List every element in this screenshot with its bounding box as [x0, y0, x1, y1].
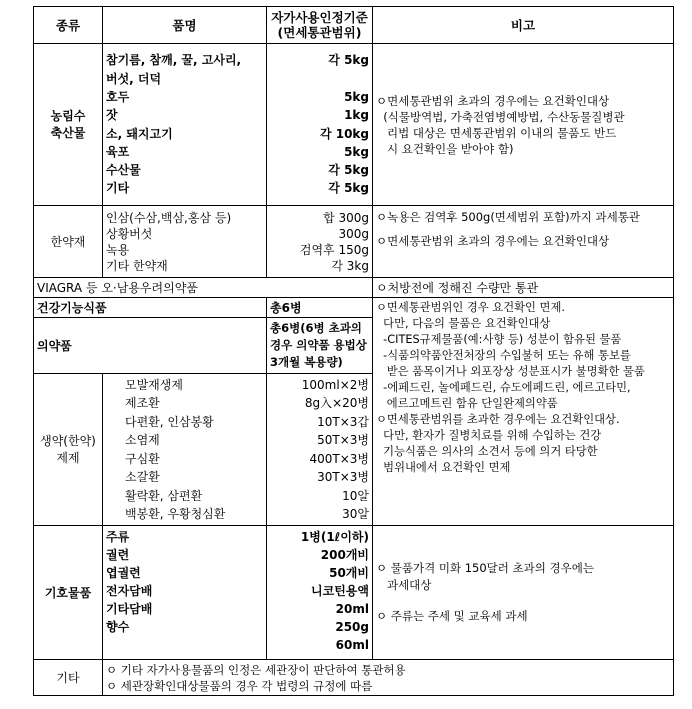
luxury-remark-line: ㅇ 주류는 주세 및 교육세 과세	[376, 609, 528, 623]
etc-line: ㅇ 기타 자가사용물품의 인정은 세관장이 판단하여 통관허용	[106, 662, 406, 677]
etc-line: ㅇ 세관장확인대상물품의 경우 각 법령의 규정에 따름	[106, 678, 373, 693]
luxury-item: 전자담배	[106, 584, 153, 598]
herbal-limit: 검역후 150g	[299, 242, 369, 257]
header-row	[34, 7, 674, 44]
header-limit: 자가사용인정기준 (면세통관범위)	[267, 7, 373, 44]
medicine-remark-line: 에르고메트린 함유 단일완제의약품	[376, 397, 558, 410]
medicine-remark	[373, 298, 674, 526]
agri-limit: 1kg	[344, 108, 369, 123]
luxury-item: 기타담배	[106, 602, 153, 616]
herbal-item: 녹용	[106, 242, 130, 257]
medicine-remark-line: -CITES규제물품(예:사향 등) 성분이 함유된 물품	[376, 333, 622, 346]
luxury-item: 주류	[106, 530, 130, 544]
agri-limit: 5kg	[344, 89, 369, 104]
luxury-limit: 50개비	[329, 566, 369, 580]
viagra-row	[34, 278, 674, 298]
agri-row	[34, 44, 674, 206]
agri-remark	[373, 44, 674, 206]
raw-item: 모발재생제	[125, 377, 183, 392]
luxury-limit: 60ml	[335, 638, 369, 652]
herbal-limit: 각 3kg	[331, 258, 369, 273]
agri-item: 소, 돼지고기	[106, 126, 173, 141]
etc-row	[34, 660, 674, 696]
agri-remark-line: 시 요건확인을 받아야 함)	[376, 141, 514, 156]
raw-item: 소갈환	[125, 470, 160, 484]
agri-limit: 각 10kg	[319, 126, 369, 141]
medicine-remark-line: ㅇ면세통관범위인 경우 요건확인 면제.	[376, 301, 565, 314]
raw-limit: 30알	[342, 507, 369, 521]
etc-lines	[103, 660, 674, 696]
medicine-remark-line: 받은 품목이거나 외포장상 성분표시가 불명확한 물품	[376, 365, 645, 378]
agri-limit: 각 5kg	[328, 181, 369, 196]
herbal-category: 한약재	[34, 206, 103, 278]
agri-item: 버섯, 더덕	[106, 71, 162, 86]
herbal-items	[103, 206, 267, 278]
raw-limit: 400T×3병	[309, 451, 369, 466]
agri-limit	[270, 70, 369, 88]
luxury-limit: 1병(1ℓ이하)	[300, 530, 369, 544]
medicine-remark-line: 기능식품은 의사의 소견서 등에 의거 타당한	[376, 445, 598, 458]
agri-item: 잣	[106, 108, 118, 123]
luxury-limit: 니코틴용액	[311, 584, 369, 598]
medicine-remark-line: 다만, 다음의 물품은 요건확인대상	[376, 317, 551, 330]
medicine-remark-line: 다만, 환자가 질병치료를 위해 수입하는 건강	[376, 429, 602, 442]
raw-limit: 8g入×20병	[304, 396, 369, 410]
raw-item: 다편환, 인삼봉황	[125, 414, 214, 429]
luxury-items	[103, 526, 267, 660]
luxury-item: 향수	[106, 620, 130, 634]
agri-item: 기타	[106, 181, 130, 196]
medicine-remark-line: ㅇ면세통관범위를 초과한 경우에는 요건확인대상.	[376, 413, 620, 426]
herbal-remark-line: ㅇ면세통관범위 초과의 경우에는 요건확인대상	[376, 234, 610, 248]
luxury-limit: 250g	[335, 620, 369, 634]
raw-limit: 30T×3병	[317, 470, 369, 484]
agri-remark-line: ㅇ면세통관범위 초과의 경우에는 요건확인대상	[376, 93, 610, 108]
luxury-remark	[373, 526, 674, 660]
agri-category: 농림수 축산물	[34, 44, 103, 206]
herbal-remark	[373, 206, 674, 278]
raw-limit: 100ml×2병	[301, 377, 369, 392]
header-item: 품명	[103, 7, 267, 44]
agri-item: 참기름, 참깨, 꿀, 고사리,	[106, 53, 242, 68]
header-type: 종류	[34, 7, 103, 44]
raw-item: 소염제	[125, 433, 160, 447]
herbal-item: 상황버섯	[106, 226, 153, 241]
raw-limit: 50T×3병	[317, 433, 369, 447]
raw-category: 생약(한약) 제제	[34, 374, 103, 526]
raw-items	[103, 374, 267, 526]
raw-item: 제조환	[125, 396, 160, 410]
agri-limit: 각 5kg	[328, 53, 369, 68]
luxury-limit: 200개비	[320, 548, 369, 562]
herbal-limits	[267, 206, 373, 278]
customs-allowance-table	[33, 6, 674, 696]
agri-remark-line: (식물방역법, 가축전염병예방법, 수산동물질병관	[376, 109, 625, 124]
herbal-limit: 합 300g	[323, 210, 369, 225]
agri-remark-line: 리법 대상은 면세통관범위 이내의 물품도 반드	[376, 125, 617, 140]
agri-items	[103, 44, 267, 206]
luxury-item: 엽궐련	[106, 566, 141, 580]
medicine-remark-line: -에페드린, 놀에페드린, 슈도에페드린, 에르고타민,	[376, 381, 631, 394]
raw-item: 백봉환, 우황청심환	[125, 507, 226, 521]
herbal-item: 인삼(수삼,백삼,홍삼 등)	[106, 210, 232, 225]
medicine-limit: 총6병(6병 초과의 경우 의약품 용법상 3개월 복용량)	[267, 318, 373, 374]
luxury-remark-line: ㅇ 물품가격 미화 150달러 초과의 경우에는	[376, 561, 594, 575]
luxury-limit: 20ml	[335, 602, 369, 616]
raw-item: 활락환, 삼편환	[125, 488, 203, 503]
agri-item: 수산물	[106, 163, 141, 178]
health-limit: 총6병	[267, 298, 373, 318]
herbal-remark-line: ㅇ녹용은 검역후 500g(면세범위 포함)까지 과세통관	[376, 210, 640, 224]
raw-item: 구심환	[125, 451, 160, 466]
agri-item: 육포	[106, 144, 130, 159]
health-category: 건강기능식품	[34, 298, 267, 318]
herbal-row	[34, 206, 674, 278]
viagra-remark: ㅇ처방전에 정해진 수량만 통관	[373, 278, 674, 298]
luxury-category: 기호물품	[34, 526, 103, 660]
health-row	[34, 298, 674, 318]
etc-category: 기타	[34, 660, 103, 696]
medicine-remark-line: -식품의약품안전처장의 수입불허 또는 유해 통보를	[376, 349, 631, 362]
raw-limits	[267, 374, 373, 526]
agri-item: 호두	[106, 89, 130, 104]
raw-limit: 10알	[342, 488, 369, 503]
luxury-remark-line: 과세대상	[376, 578, 432, 592]
raw-limit: 10T×3갑	[317, 414, 369, 429]
viagra-label: VIAGRA 등 오·남용우려의약품	[34, 278, 373, 298]
luxury-item: 궐련	[106, 548, 130, 562]
luxury-limits	[267, 526, 373, 660]
agri-limit: 각 5kg	[328, 163, 369, 178]
header-remark: 비고	[373, 7, 674, 44]
agri-limit: 5kg	[344, 144, 369, 159]
herbal-item: 기타 한약재	[106, 258, 168, 273]
luxury-row	[34, 526, 674, 660]
herbal-limit: 300g	[338, 226, 369, 241]
agri-limits	[267, 44, 373, 206]
medicine-category: 의약품	[34, 318, 267, 374]
medicine-remark-line: 범위내에서 요건확인 면제	[376, 461, 511, 474]
